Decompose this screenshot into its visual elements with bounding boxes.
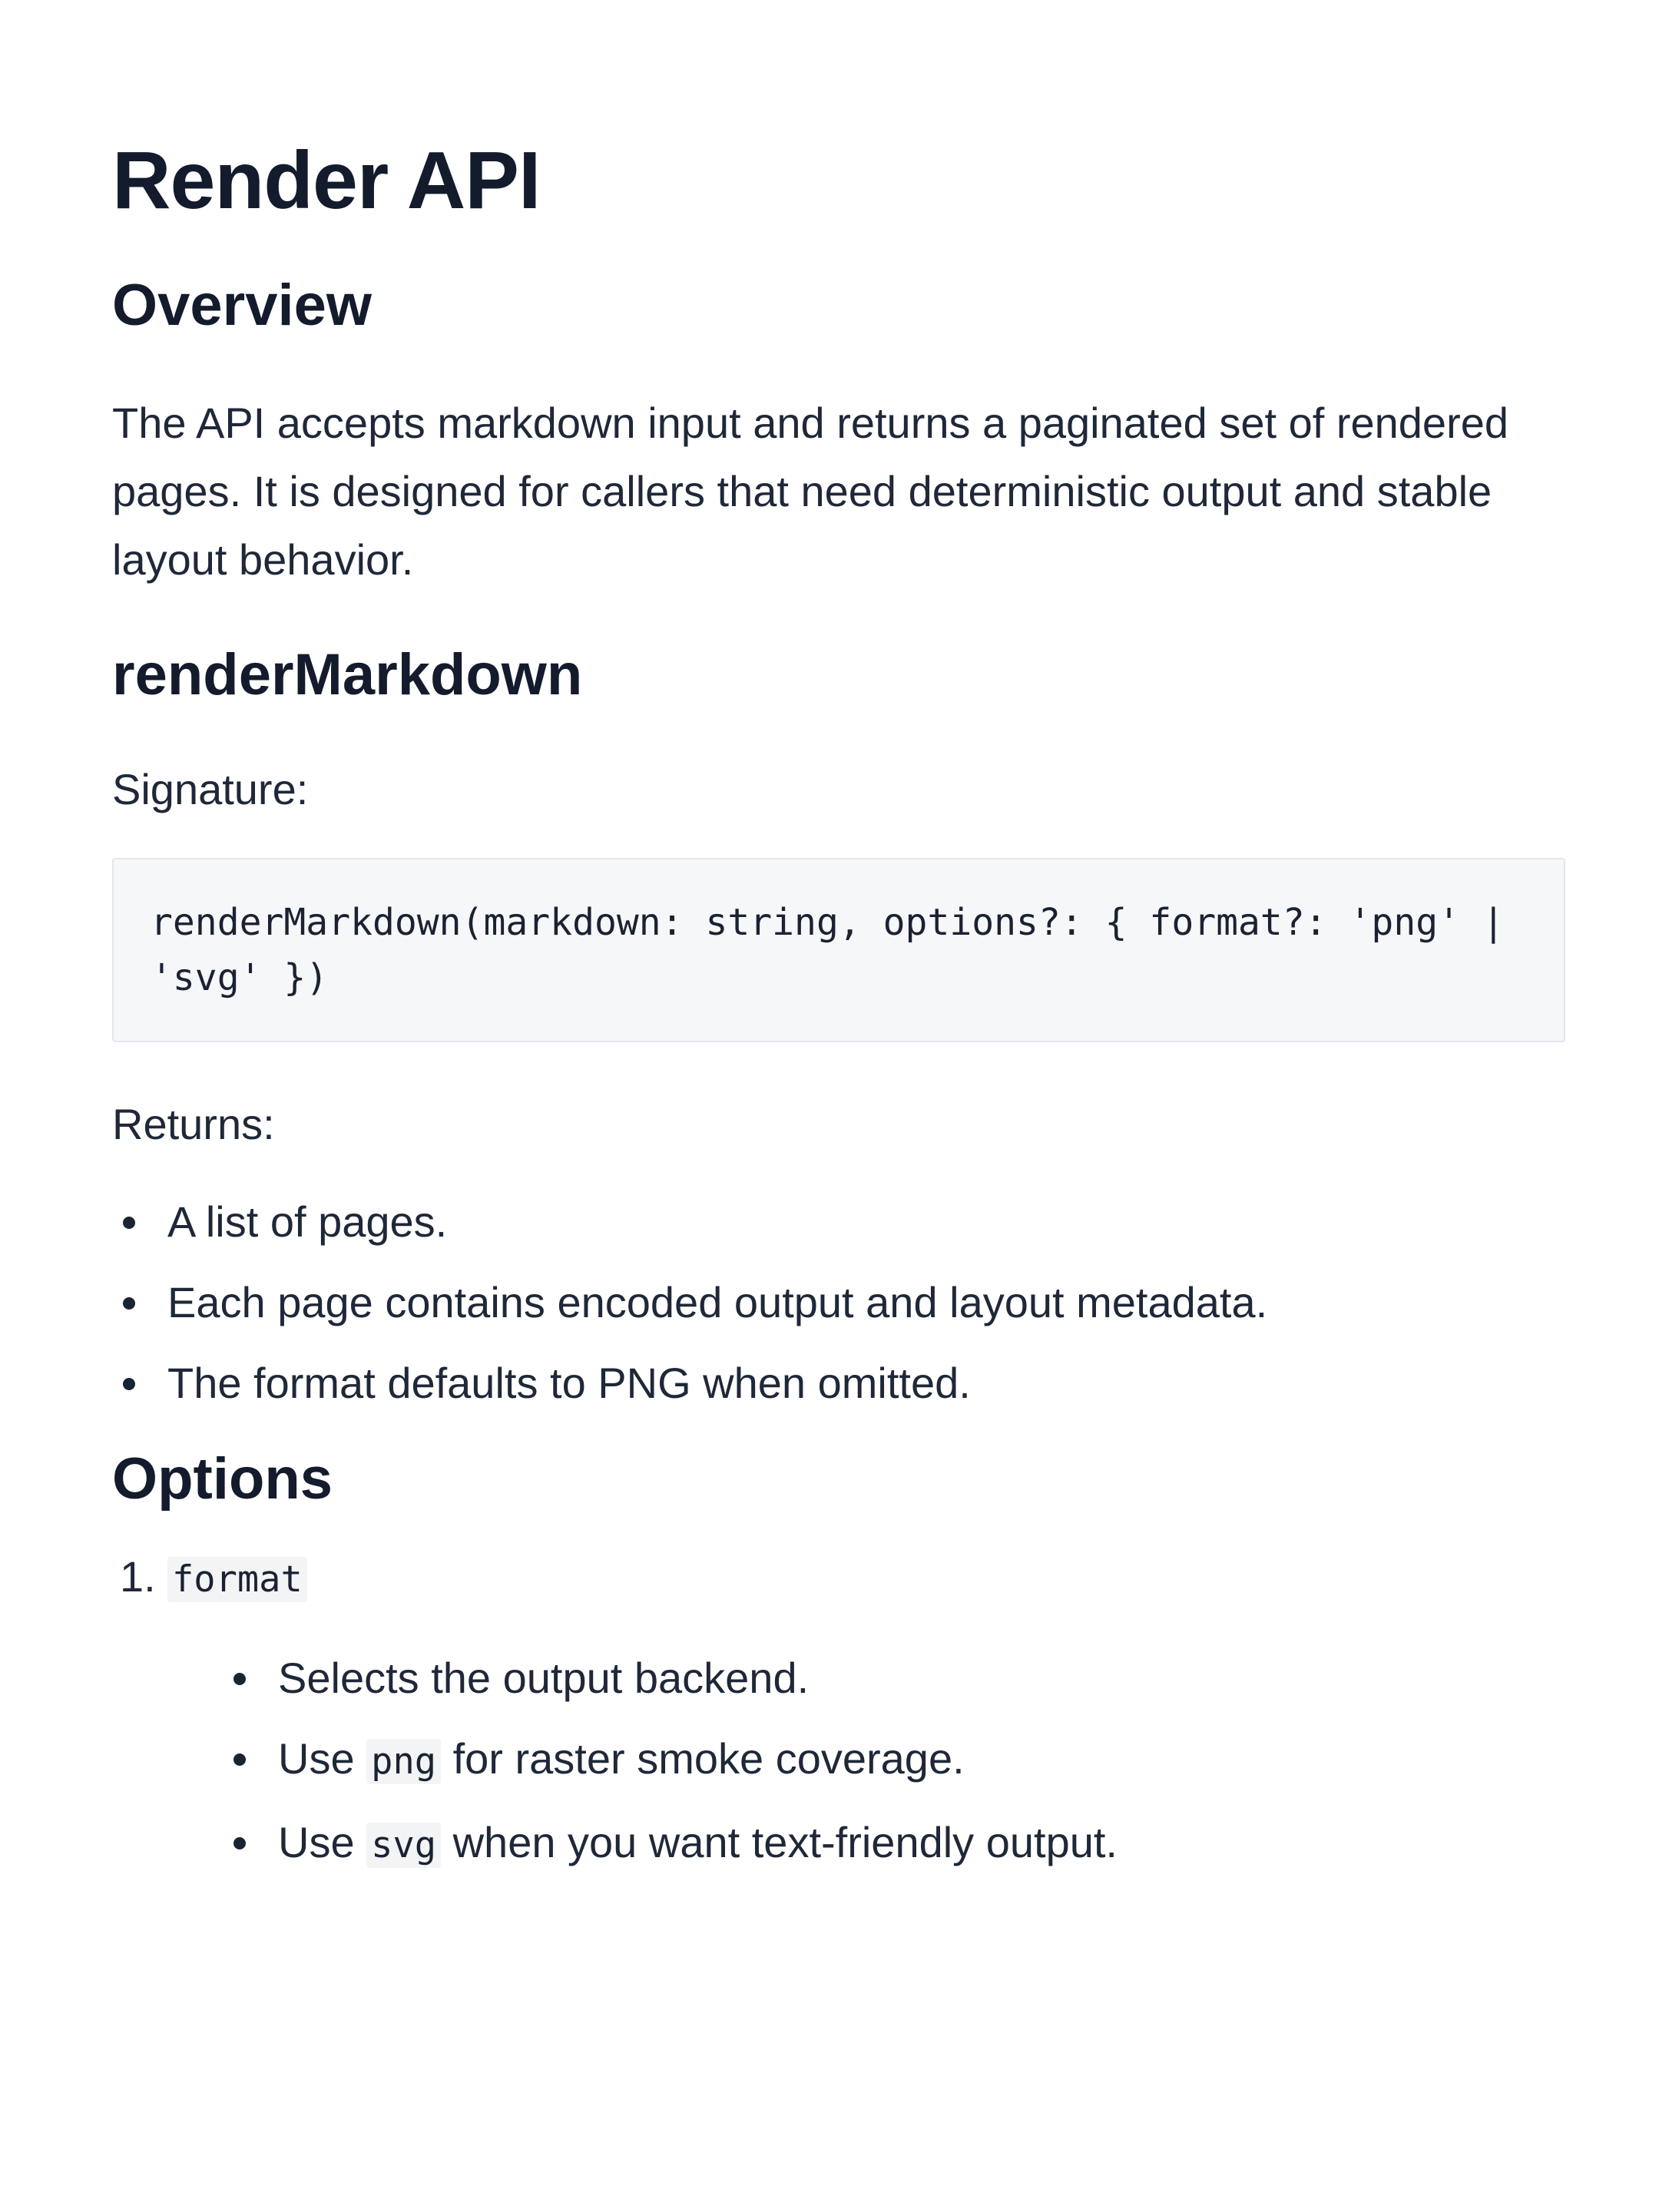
signature-code: renderMarkdown(markdown: string, options?: { format?: 'png' | 'svg' }) [151,901,1527,999]
signature-code-block [112,858,1565,1042]
bullet-icon [233,1837,246,1849]
list-item-text: A list of pages. [167,1197,448,1246]
list-item-text: Each page contains encoded output and layout metadata. [167,1278,1268,1326]
list-item [112,1356,1565,1410]
inline-code-svg: svg [366,1823,441,1868]
list-item-text-prefix: Use [278,1734,367,1783]
bullet-icon [123,1297,135,1310]
list-item [223,1816,1565,1873]
bullet-icon [233,1753,246,1766]
list-item [223,1651,1565,1705]
signature-label: Signature: [112,765,309,813]
returns-label: Returns: [112,1100,275,1148]
overview-paragraph: The API accepts markdown input and returns a paginated set of rendered pages. It is designed for callers that need deterministic output and stable layout behavior. [112,399,1509,584]
option-details-list [223,1651,1565,1873]
bullet-icon [233,1673,246,1685]
list-item-text-prefix: Use [278,1818,367,1866]
inline-code-png: png [366,1739,441,1784]
page-title: Render API [112,135,541,226]
render-markdown-heading: renderMarkdown [112,642,583,707]
list-item [223,1732,1565,1789]
document [112,131,1565,1899]
options-heading: Options [112,1446,333,1512]
option-number: 1. [120,1552,156,1601]
bullet-icon [123,1217,135,1229]
list-item-text: Selects the output backend. [278,1654,810,1702]
list-item-text-suffix: when you want text-friendly output. [441,1818,1118,1866]
list-item [112,1276,1565,1330]
list-item-text-suffix: for raster smoke coverage. [441,1734,965,1783]
bullet-icon [123,1378,135,1390]
returns-list [112,1195,1565,1410]
option-item [112,1550,1565,1873]
overview-heading: Overview [112,273,372,338]
list-item-text: The format defaults to PNG when omitted. [167,1359,971,1407]
options-list [112,1550,1565,1873]
list-item [112,1195,1565,1249]
option-name-code: format [167,1557,307,1602]
